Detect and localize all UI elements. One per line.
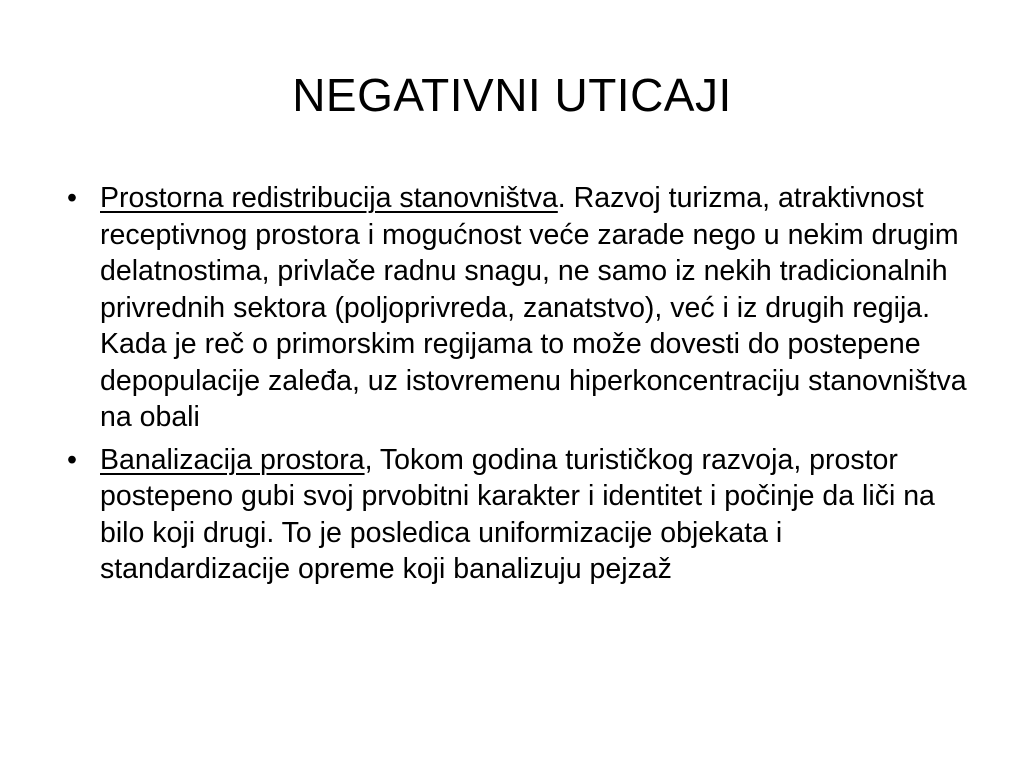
bullet-body: Tokom godina turističkog razvoja, prostor postepeno gubi svoj prvobitni karakter i identitet i počinje da liči na bilo koji drugi. To je posledica uniformizacije objekata i standardizacije opreme koji banalizuju pejzaž	[100, 443, 935, 585]
bullet-item-redistribution	[67, 180, 980, 436]
bullet-heading: Prostorna redistribucija stanovništva	[100, 182, 558, 214]
bullet-list	[67, 180, 980, 594]
bullet-icon: •	[67, 182, 77, 214]
slide-title: NEGATIVNI UTICAJI	[292, 69, 732, 121]
bullet-body: Razvoj turizma, atraktivnost receptivnog prostora i mogućnost veće zarade nego u nekim drugim delatnostima, privlače radnu snagu, ne samo iz nekih tradicionalnih privrednih sektora (poljoprivreda, zanatstvo), već i iz drugih regija. Kada je reč o primorskim regijama to može dovesti do postepene depopulacije zaleđa, uz istovremenu hiperkoncentraciju stanovništva na obali	[100, 182, 967, 433]
bullet-heading: Banalizacija prostora	[100, 443, 365, 476]
bullet-separator: ,	[364, 443, 373, 476]
bullet-separator: .	[557, 182, 566, 214]
bullet-item-banalization	[67, 442, 980, 588]
bullet-icon: •	[67, 443, 77, 476]
